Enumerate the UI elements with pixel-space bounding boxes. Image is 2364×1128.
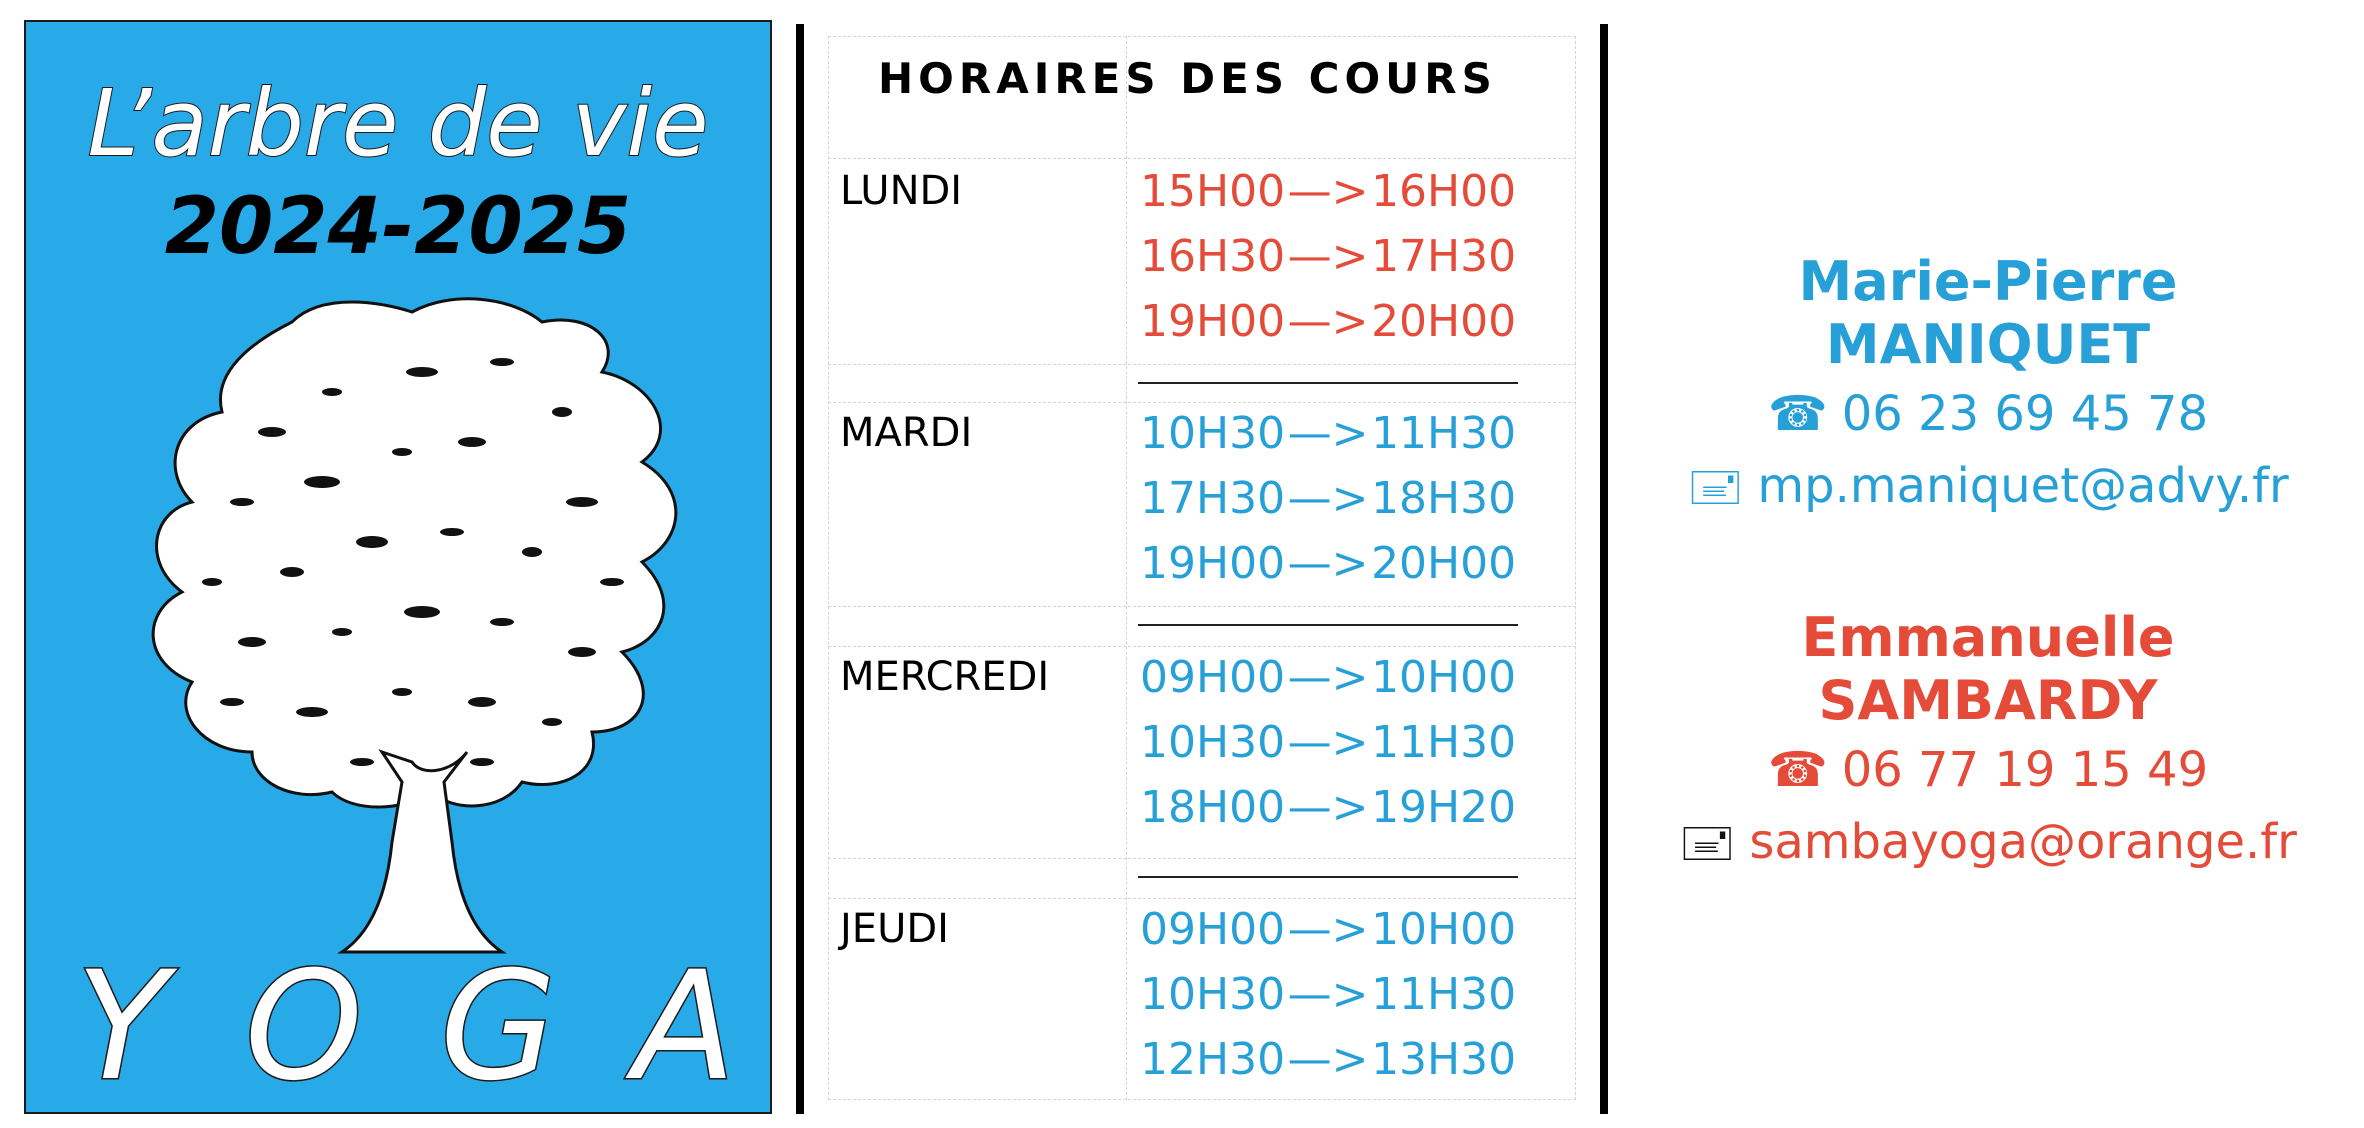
poster-letter: A: [633, 940, 736, 1114]
time-slot: 10H30—>11H30: [1140, 408, 1517, 459]
grid-line: [828, 606, 1576, 607]
time-slot: 19H00—>20H00: [1140, 538, 1517, 589]
grid-line: [828, 898, 1576, 899]
telephone-icon: ☎: [1767, 742, 1828, 798]
divider-bar: [796, 24, 804, 1114]
grid-line: [828, 36, 1576, 37]
contact-card: [1628, 250, 2348, 533]
poster-word: [76, 942, 736, 1112]
poster-year: 2024-2025: [164, 182, 632, 272]
poster-title: L’arbre de vie: [87, 70, 709, 177]
day-separator: [1138, 624, 1518, 626]
contact-card: [1628, 606, 2348, 889]
yoga-poster: [24, 20, 772, 1114]
tree-illustration: [122, 282, 722, 972]
time-slot: 17H30—>18H30: [1140, 473, 1517, 524]
contact-phone: ☎ 06 23 69 45 78: [1767, 386, 2209, 442]
poster-letter: O: [244, 940, 363, 1114]
day-label: LUNDI: [840, 168, 963, 214]
schedule-table: [828, 36, 1576, 1100]
contact-email[interactable]: 🖃 sambayoga@orange.fr: [1628, 808, 2348, 889]
grid-line: [1575, 36, 1576, 1100]
grid-line: [828, 158, 1576, 159]
time-slot: 10H30—>11H30: [1140, 717, 1517, 768]
poster-letter: Y: [76, 940, 168, 1114]
day-label: MERCREDI: [840, 654, 1050, 700]
grid-line: [828, 1099, 1576, 1100]
divider-bar: [1600, 24, 1608, 1114]
envelope-icon: 🖃: [1687, 458, 1744, 514]
time-slot: 10H30—>11H30: [1140, 969, 1517, 1020]
contact-email[interactable]: 🖃 mp.maniquet@advy.fr: [1628, 452, 2348, 533]
envelope-icon: 🖃: [1679, 814, 1736, 870]
contact-phone: ☎ 06 77 19 15 49: [1767, 742, 2209, 798]
contact-name: Marie-Pierre MANIQUET: [1798, 250, 2178, 376]
contact-name: Emmanuelle SAMBARDY: [1801, 606, 2175, 732]
day-label: MARDI: [840, 410, 973, 456]
time-slot: 12H30—>13H30: [1140, 1034, 1517, 1085]
grid-line: [828, 36, 829, 1100]
time-slot: 16H30—>17H30: [1140, 231, 1517, 282]
poster-letter: G: [439, 940, 557, 1114]
grid-line: [828, 402, 1576, 403]
day-separator: [1138, 382, 1518, 384]
grid-line: [828, 646, 1576, 647]
grid-line: [828, 858, 1576, 859]
time-slot: 19H00—>20H00: [1140, 296, 1517, 347]
telephone-icon: ☎: [1767, 386, 1828, 442]
day-label: JEUDI: [840, 906, 949, 952]
day-separator: [1138, 876, 1518, 878]
grid-line: [828, 364, 1576, 365]
time-slot: 18H00—>19H20: [1140, 782, 1517, 833]
schedule-title: HORAIRES DES COURS: [878, 54, 1497, 103]
grid-line: [1126, 36, 1127, 1100]
time-slot: 09H00—>10H00: [1140, 652, 1517, 703]
time-slot: 15H00—>16H00: [1140, 166, 1517, 217]
time-slot: 09H00—>10H00: [1140, 904, 1517, 955]
